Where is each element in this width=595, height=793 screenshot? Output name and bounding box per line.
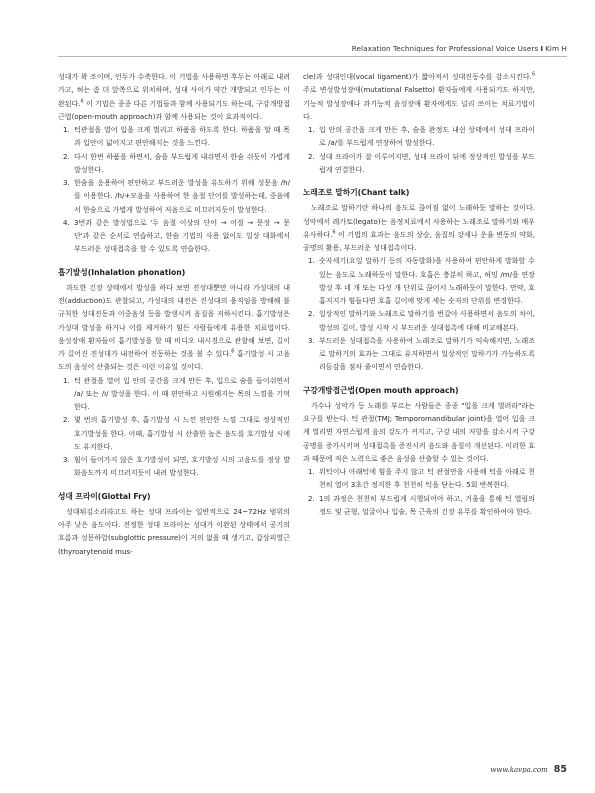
list-number: 3. bbox=[308, 335, 315, 345]
running-header-separator: I bbox=[540, 44, 544, 53]
list-number: 3. bbox=[63, 455, 70, 464]
reference-marker: 6 bbox=[80, 99, 84, 105]
reference-marker: 6 bbox=[332, 230, 336, 236]
list-item bbox=[58, 123, 290, 150]
list-number: 4. bbox=[63, 217, 70, 227]
list-text: 턱관절을 열어 입을 크게 벌리고 하품을 하도록 한다. 하품을 할 때 목과 입안이 넓어지고 편안해지는 것을 느낀다. bbox=[74, 125, 290, 148]
page-number: 85 bbox=[553, 764, 567, 775]
list-text: 몇 번의 흡기발성 후, 흡기발성 시 느낀 편안한 느낌 그대로 정상적인 호기발성을 한다. 이때, 흡기발성 시 산출한 높은 음도를 호기발성 시에도 유지한다. bbox=[74, 415, 290, 451]
list-number: 1. bbox=[308, 467, 315, 476]
open-mouth-paragraph: 가수나 성악가 등 노래를 부르는 사람들은 종종 "입을 크게 벌려라"라는 요구를 받는다. 턱 관절(TMJ; Temporomandibular joint)을 열어 입을 크게 벌리면 자연스럽게 음의 강도가 커지고, 구강 내의 저항을 감소시켜 구강 공명을 증가시키며 성대접촉을 증진시켜 음도와 음질이 개선된다. 이러한 효과 때문에 적은 노력으로 좋은 음성을 산출할 수 있는 것이다. bbox=[303, 400, 535, 463]
list-text: 다시 한번 하품을 하면서, 숨을 부드럽게 내쉬면서 한숨 쉬듯이 가볍게 발성한다. bbox=[74, 151, 290, 174]
chant-talk-paragraph bbox=[303, 201, 535, 254]
glottal-fry-continued-paragraph bbox=[303, 70, 535, 123]
list-item bbox=[58, 150, 290, 177]
list-number: 3. bbox=[63, 178, 70, 187]
list-text: 힘이 들어가지 않은 호기발성이 되면, 호기발성 시의 고음도를 정상 발화음도까지 미끄러지듯이 내려 발성한다. bbox=[74, 455, 290, 478]
header-rule bbox=[58, 56, 567, 57]
list-text: 턱 관절을 열어 입 안의 공간을 크게 만든 후, 입으로 숨을 들이쉬면서 /a/ 또는 /i/ 발성을 한다. 이 때 편안하고 시원해지는 목의 느낌을 기억한다. bbox=[74, 375, 290, 411]
running-header bbox=[352, 44, 567, 53]
page-footer bbox=[490, 764, 567, 775]
list-number: 2. bbox=[308, 309, 315, 319]
list-number: 1. bbox=[308, 125, 315, 134]
list-number: 2. bbox=[63, 415, 70, 425]
open-mouth-steps bbox=[303, 465, 535, 518]
reference-marker: 6 bbox=[231, 349, 235, 355]
list-item bbox=[303, 150, 535, 177]
list-text: 1의 과정은 천천히 부드럽게 시행되어야 하고, 거울을 통해 턱 열림의 정도 및 균형, 얼굴이나 입술, 목 근육의 긴장 유무를 확인하여야 한다. bbox=[319, 493, 535, 516]
right-column bbox=[303, 70, 535, 518]
intro-text: 성대가 꽉 조이며, 인두가 수축한다. 이 기법을 사용하면 후두는 아래로 내려가고, 혀는 좀 더 앞쪽으로 위치하며, 성대 사이가 약간 개방되고 인두는 이완된다. bbox=[58, 72, 290, 108]
list-text: 일상적인 말하기와 노래조로 말하기를 번갈아 사용하면서 음도의 차이, 발성의 길이, 발성 시작 시 부드러운 성대접촉에 대해 비교해본다. bbox=[319, 309, 535, 332]
list-item bbox=[58, 453, 290, 480]
list-item bbox=[303, 123, 535, 150]
list-item bbox=[303, 307, 535, 334]
continued-text-2: 주로 변성발성장애(mutational Falsetto) 환자들에게 사용되기도 하지만, 기능적 발성장애나 과기능적 음성장애 환자에게도 널리 쓰이는 치료기법이다. bbox=[303, 85, 535, 121]
list-number: 2. bbox=[308, 151, 315, 161]
list-item bbox=[303, 492, 535, 519]
section-title-open-mouth: 구강개방접근법(Open mouth approach) bbox=[303, 385, 459, 395]
list-item bbox=[303, 465, 535, 492]
list-number: 1. bbox=[63, 125, 70, 134]
list-number: 2. bbox=[63, 151, 70, 161]
glottal-fry-paragraph: 성대튀김소리라고도 하는 성대 프라이는 일반적으로 24~72Hz 범위의 아주 낮은 음도이다. 진정한 성대 프라이는 성대가 이완된 상태에서 공기의 흐름과 성문하압(subglottic pressure)이 거의 없을 때 생기고, 갑상피열근(thyroarytenoid mus- bbox=[58, 506, 290, 556]
inhalation-text-2: 흡기발성 시 고음도의 음성이 산출되는 것은 이런 이유일 것이다. bbox=[58, 349, 290, 372]
inhalation-paragraph bbox=[58, 281, 290, 374]
list-item bbox=[303, 254, 535, 307]
chant-text: 노래조로 말하기란 하나의 음도로 끊어짐 없이 노래하듯 말하는 것이다. 성악에서 레가토(legato)는 음정치료에서 사용하는 노래조로 말하기와 매우 유사하다. bbox=[303, 203, 535, 239]
reference-marker: 6 bbox=[531, 72, 535, 78]
left-column bbox=[58, 70, 290, 558]
yawn-sigh-steps bbox=[58, 123, 290, 256]
intro-paragraph bbox=[58, 70, 290, 123]
list-number: 1. bbox=[63, 375, 70, 385]
list-text: 위턱이나 아래턱에 힘을 주지 않고 턱 관절만을 사용해 턱을 아래로 천천히 열어 3초간 정지한 후 천천히 턱을 닫는다. 5회 반복한다. bbox=[319, 467, 535, 490]
running-header-author: Kim H bbox=[545, 44, 567, 53]
chant-text-2: 이 기법의 효과는 음도의 상승, 음질의 강세나 운율 변동의 약화, 공명의 활용, 부드러운 성대접촉이다. bbox=[303, 229, 535, 252]
list-text: 성대 프라이가 잘 이루어지면, 성대 프라이 뒤에 정상적인 발성을 부드럽게 연결한다. bbox=[319, 151, 535, 174]
list-number: 1. bbox=[308, 256, 315, 266]
running-header-title: Relaxation Techniques for Professional Voice Users bbox=[351, 44, 539, 53]
list-item bbox=[58, 216, 290, 256]
list-text: 입 안의 공간을 크게 만든 후, 숨을 완정도 내쉰 상태에서 성대 프라이로 /a/를 부드럽게 연장하여 발성한다. bbox=[319, 125, 535, 148]
inhalation-text: 과도한 긴장 상태에서 발성을 하다 보면 진성대뿐만 아니라 가성대의 내전(adduction)도 관찰되고, 가성대의 내전은 진성대의 움직임을 방해해 불규칙한 성대진동과 이중음성 등을 발생시켜 음질을 저하시킨다. 흡기발성은 가성대 발성을 하거나 이를 제거하기 힘든 사람들에게 유용한 치료법이다. 음성장애 환자들이 흡기발성을 할 때 비디오 내시경으로 관찰해 보면, 길이가 길어진 진성대가 내전하여 진동하는 것을 볼 수 있다. bbox=[58, 282, 290, 358]
list-item bbox=[58, 413, 290, 453]
section-title-glottal-fry: 성대 프라이(Glottal Fry) bbox=[58, 491, 151, 501]
list-item bbox=[303, 334, 535, 374]
section-title-inhalation: 흡기발성(Inhalation phonation) bbox=[58, 267, 186, 277]
footer-url[interactable]: www.kavpa.com bbox=[490, 766, 548, 774]
list-item bbox=[58, 374, 290, 414]
continued-text: cle)과 성대인대(vocal ligament)가 짧아져서 성대진동수를 감소시킨다. bbox=[303, 72, 532, 81]
inhalation-steps bbox=[58, 374, 290, 480]
list-text: 숫자세기(요일 말하기 등의 자동발화)을 사용하여 편안하게 발화할 수 있는 음도로 노래하듯이 말한다. 호흡은 충분히 하고, 허밍 /m/을 연장발성 후 네 개 또는 다섯 개 단위로 끊어서 노래하듯이 말한다. 만약, 호흡지지가 힘들다면 호흡 길이에 맞게 세는 숫자의 단위를 변경한다. bbox=[319, 256, 535, 305]
list-text: 부드러운 성대접촉을 사용하여 노래조로 말하기가 익숙해지면, 노래조로 말하기의 효과는 그대로 유지하면서 일상적인 말하기가 가능하도록 리듬감을 점차 줄이면서 연습한다. bbox=[319, 335, 535, 372]
glottal-fry-steps bbox=[303, 123, 535, 176]
list-text: 한숨을 응용하여 편안하고 부드러운 발성을 유도하기 위해 성문음 /h/를 이용한다. /h/+모음을 사용하여 한 음절 단어를 발성하는데, 중음에서 한숨으로 가볍게 발성하여 저음으로 미끄러지듯이 발성한다. bbox=[74, 178, 290, 214]
list-number: 2. bbox=[308, 493, 315, 503]
list-text: 3번과 같은 발성법으로 '두 음절 이상의 단어 → 어절 → 문장 → 문단'과 같은 순서로 연습하고, 한숨 기법의 사용 없이도 일상 대화에서 부드러운 성대접촉을 할 수 있도록 연습한다. bbox=[74, 217, 290, 254]
section-title-chant-talk: 노래조로 말하기(Chant talk) bbox=[303, 188, 410, 197]
chant-talk-steps bbox=[303, 254, 535, 373]
list-item bbox=[58, 176, 290, 216]
intro-text-2: 이 기법은 종종 다른 기법들과 함께 사용되기도 하는데, 구강개방접근법(open-mouth approach)과 함께 사용되는 것이 효과적이다. bbox=[58, 98, 290, 121]
